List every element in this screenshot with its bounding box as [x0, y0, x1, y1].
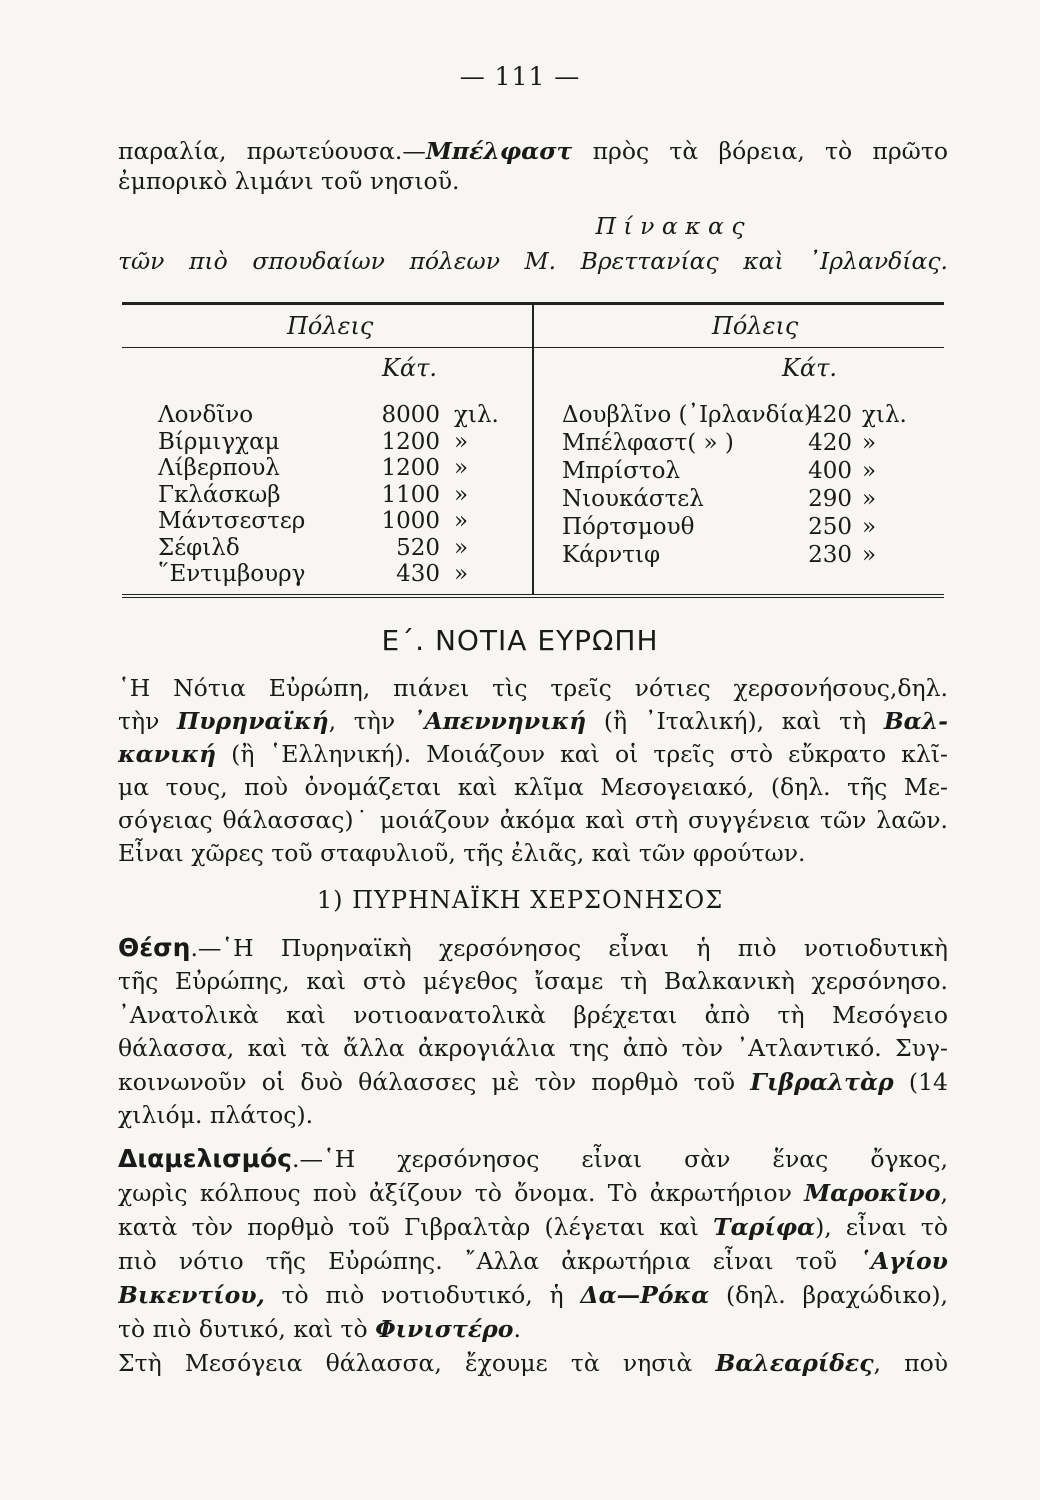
place-name: Βαλεαρίδες — [715, 1349, 874, 1377]
unit-label: χιλ. — [862, 402, 907, 428]
unit-label: χιλ. — [454, 402, 499, 428]
table-rule — [122, 347, 944, 348]
runin-heading: Διαμελισμός — [118, 1144, 292, 1173]
text-span: (14 — [893, 1068, 948, 1096]
city-name: Λίβερπουλ — [158, 455, 280, 481]
header-cities-right: Πόλεις — [712, 312, 799, 340]
para1-line-2 — [118, 706, 948, 736]
unit-label: » — [862, 542, 877, 568]
city-name: ῞Εντιμβουργ — [158, 561, 306, 587]
para3-line-5 — [118, 1280, 948, 1310]
text-span: παραλία, πρωτεύουσα.— — [118, 137, 426, 165]
text-span: , ποὺ — [873, 1349, 948, 1377]
population-value: 520 — [396, 534, 440, 561]
para2-line-4: θάλασσα, καὶ τὰ ἄλλα ἀκρογιάλια της ἀπὸ τὸν ᾿Ατλαντικό. Συγ- — [118, 1034, 948, 1062]
para2-line-1 — [118, 933, 948, 963]
population-value: 430 — [396, 561, 440, 587]
para2-line-2: τῆς Εὐρώπης, καὶ στὸ μέγεθος ἴσαμε τὴ Βαλκανικὴ χερσόνησο. — [118, 967, 948, 995]
table-subtitle: τῶν πιὸ σπουδαίων πόλεων Μ. Βρεττανίας καὶ ᾿Ιρλανδίας. — [118, 247, 948, 275]
para1-line-6: Εἶναι χῶρες τοῦ σταφυλιοῦ, τῆς ἐλιᾶς, καὶ τῶν φρούτων. — [118, 839, 806, 867]
place-name: Δα—Ρόκα — [580, 1281, 710, 1309]
population-value: 290 — [808, 486, 852, 512]
city-name: Βίρμιγχαμ — [158, 428, 280, 455]
population-value: 1200 — [381, 428, 440, 455]
para1-line-1: ῾Η Νότια Εὐρώπη, πιάνει τὶς τρεῖς νότιες χερσονήσους,δηλ. — [118, 674, 948, 702]
city-name: Λονδῖνο — [158, 402, 254, 428]
population-value: 230 — [808, 542, 852, 568]
city-name: Κάρντιφ — [562, 542, 661, 568]
text-span: πρὸς τὰ βόρεια, τὸ πρῶτο — [572, 137, 948, 165]
para3-line-7 — [118, 1348, 948, 1378]
text-span: .—῾Η χερσόνησος εἶναι σὰν ἕνας ὄγκος, — [292, 1145, 948, 1173]
text-span: (ἢ ῾Ελληνική). Μοιάζουν καὶ οἱ τρεῖς στὸ εὔκρατο κλῖ- — [216, 740, 948, 768]
place-name: Μαροκῖνο — [804, 1179, 941, 1207]
text-span: τὴν — [118, 707, 177, 735]
intro-line-1 — [118, 136, 948, 166]
place-name: Φινιστέρο — [375, 1315, 514, 1343]
intro-line-2: ἐμπορικὸ λιμάνι τοῦ νησιοῦ. — [118, 167, 460, 195]
text-span: . — [513, 1315, 521, 1343]
para1-line-4: μα τους, ποὺ ὀνομάζεται καὶ κλῖμα Μεσογειακό, (δηλ. τῆς Με- — [118, 773, 948, 801]
text-span: πιὸ νότιο τῆς Εὐρώπης. ῎Αλλα ἀκρωτήρια εἶναι τοῦ — [118, 1247, 860, 1275]
subsection-heading: 1) ΠΥΡΗΝΑΪΚΗ ΧΕΡΣΟΝΗΣΟΣ — [316, 886, 724, 914]
place-name: ῾Αγίου — [859, 1247, 948, 1275]
para2-line-5 — [118, 1067, 948, 1097]
header-cat-left: Κάτ. — [382, 354, 438, 382]
city-name: Γκλάσκωβ — [158, 481, 281, 508]
population-value: 8000 — [381, 402, 440, 428]
population-value: 400 — [808, 458, 852, 484]
term: κανική — [118, 740, 217, 768]
term: Πυρηναϊκή — [176, 707, 329, 735]
population-value: 250 — [808, 514, 852, 540]
table-title: Π ί ν α κ α ς — [595, 212, 745, 240]
population-value: 420 — [808, 430, 852, 456]
section-heading: Ε΄. ΝΟΤΙΑ ΕΥΡΩΠΗ — [381, 624, 659, 657]
unit-label: » — [454, 481, 469, 508]
text-span: χωρὶς κόλπους ποὺ ἀξίζουν τὸ ὄνομα. Τὸ ἀκρωτήριον — [118, 1179, 805, 1207]
text-span: τὸ πιὸ νοτιοδυτικό, ἡ — [264, 1281, 581, 1309]
para3-line-1 — [118, 1144, 948, 1174]
text-span: , — [940, 1179, 948, 1207]
unit-label: » — [454, 428, 469, 455]
para3-line-6 — [118, 1314, 948, 1344]
population-value: 1000 — [381, 508, 440, 534]
text-span: (ἢ ᾿Ιταλική), καὶ τὴ — [586, 707, 884, 735]
para3-line-3 — [118, 1212, 948, 1242]
city-name: Νιουκάστελ — [562, 486, 704, 512]
unit-label: » — [454, 508, 469, 534]
para2-line-6: χιλιόμ. πλάτος). — [118, 1101, 314, 1129]
para1-line-5: σόγειας θάλασσας)˙ μοιάζουν ἀκόμα καὶ στὴ συγγένεια τῶν λαῶν. — [118, 806, 948, 834]
unit-label: » — [454, 534, 469, 561]
city-name: Δουβλῖνο (᾿Ιρλανδία) — [562, 402, 814, 428]
unit-label: » — [862, 458, 877, 484]
city-name: Μπρίστολ — [562, 458, 681, 484]
header-cities-left: Πόλεις — [287, 312, 374, 340]
place-name: Βικεντίου, — [118, 1281, 265, 1309]
table-divider — [532, 305, 534, 594]
unit-label: » — [862, 430, 877, 456]
term: Βαλ- — [883, 707, 948, 735]
unit-label: » — [862, 514, 877, 540]
runin-heading: Θέση — [118, 933, 191, 962]
place-name: Γιβραλτὰρ — [750, 1068, 894, 1096]
unit-label: » — [862, 486, 877, 512]
city-name: Σέφιλδ — [158, 534, 240, 561]
text-span: τὸ πιὸ δυτικό, καὶ τὸ — [118, 1315, 376, 1343]
page-number: — 111 — — [459, 62, 581, 91]
city-name: Μάντσεστερ — [158, 508, 306, 534]
place-name: Ταρίφα — [713, 1213, 816, 1241]
cities-table — [122, 302, 944, 598]
text-span: κατὰ τὸν πορθμὸ τοῦ Γιβραλτὰρ (λέγεται καὶ — [118, 1213, 714, 1241]
text-span: Στὴ Μεσόγεια θάλασσα, ἔχουμε τὰ νησιὰ — [118, 1349, 716, 1377]
city-name: Πόρτσμουθ — [562, 514, 695, 540]
population-value: 1200 — [381, 455, 440, 481]
para3-line-4 — [118, 1246, 948, 1276]
text-span: .—῾Η Πυρηναϊκὴ χερσόνησος εἶναι ἡ πιὸ νοτιοδυτικὴ — [190, 934, 948, 962]
population-value: 1100 — [381, 481, 440, 508]
header-cat-right: Κάτ. — [782, 354, 838, 382]
term: ᾿Απεννηνική — [412, 707, 587, 735]
para2-line-3: ᾿Ανατολικὰ καὶ νοτιοανατολικὰ βρέχεται ἀπὸ τὴ Μεσόγειο — [118, 1001, 948, 1029]
place-name: Μπέλφαστ — [425, 137, 573, 165]
para1-line-3 — [118, 739, 948, 769]
city-name: Μπέλφαστ( » ) — [562, 430, 734, 456]
text-span: κοινωνοῦν οἱ δυὸ θάλασσες μὲ τὸν πορθμὸ τοῦ — [118, 1068, 751, 1096]
unit-label: » — [454, 455, 469, 481]
text-span: ), εἶναι τὸ — [815, 1213, 948, 1241]
para3-line-2 — [118, 1178, 948, 1208]
text-span: , τὴν — [328, 707, 413, 735]
population-value: 420 — [808, 402, 852, 428]
unit-label: » — [454, 561, 469, 587]
text-span: (δηλ. βραχώδικο), — [709, 1281, 948, 1309]
